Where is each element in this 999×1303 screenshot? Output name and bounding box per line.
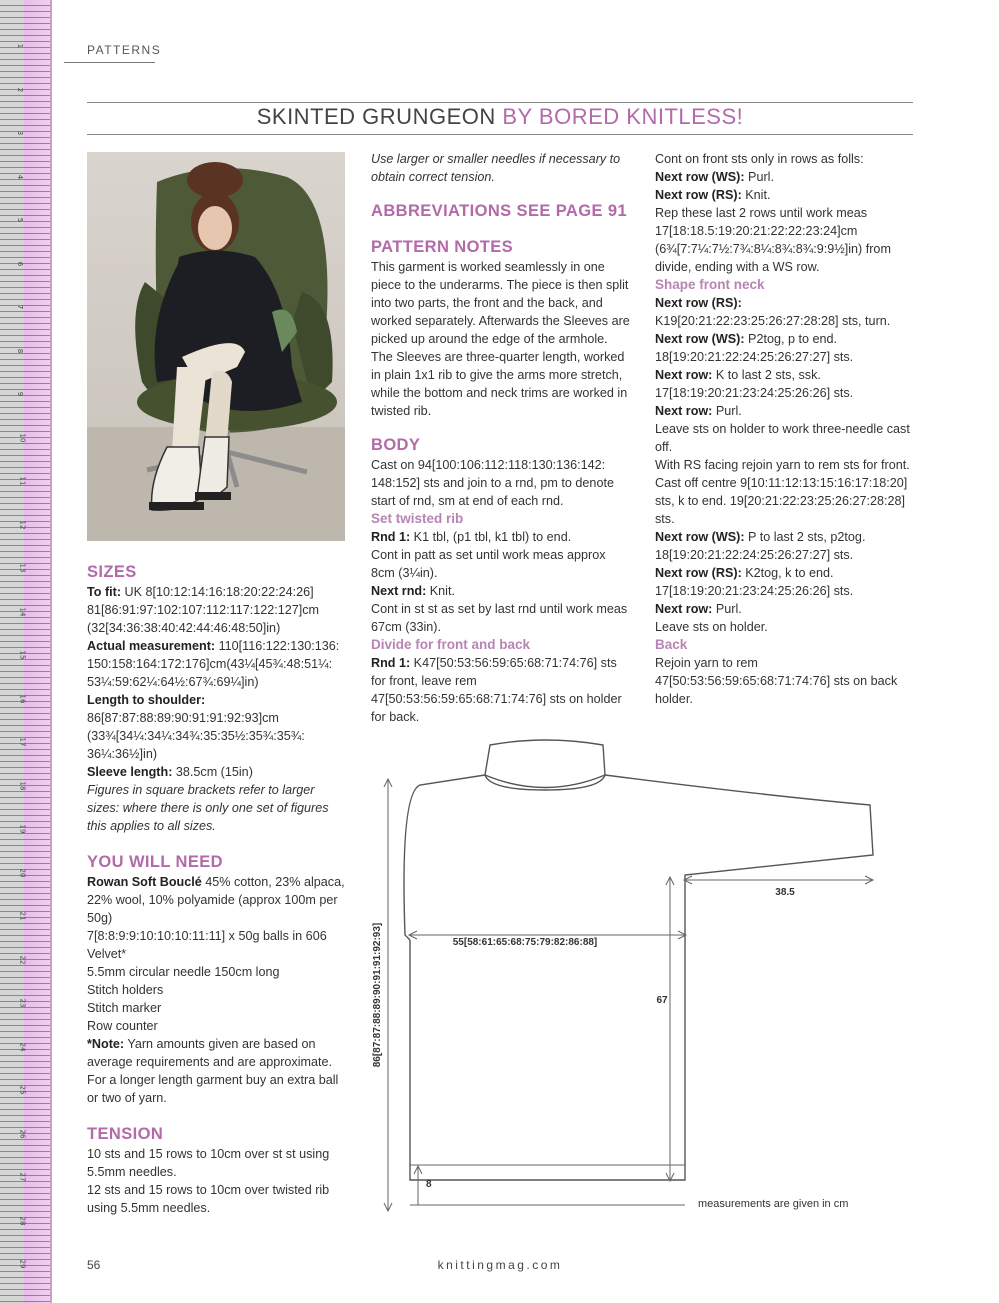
tension-heading: TENSION bbox=[87, 1125, 164, 1143]
back-text: Rejoin yarn to rem 47[50:53:56:59:65:68:71:74:76] sts on back holder. bbox=[655, 656, 898, 706]
to-fit-value: UK 8[10:12:14:16:18:20:22:24:26] 81[86:91:97:102:107:112:117:122:127]cm (32[34:36:38:40:42:44:46:48:50]in) bbox=[87, 585, 320, 635]
ruler-label: 7 bbox=[16, 304, 25, 310]
row-ws-purl bbox=[655, 168, 917, 186]
title-designer: BY BORED KNITLESS! bbox=[502, 104, 744, 129]
rib-rnd1-label: Rnd 1: bbox=[371, 530, 411, 544]
leave-sts-holder: Leave sts on holder. bbox=[655, 620, 768, 634]
cont-patt: Cont in patt as set until work meas approx 8cm (3¼in). bbox=[371, 548, 606, 580]
neck-row7-value: Purl. bbox=[712, 602, 742, 616]
yarn-note bbox=[87, 1035, 347, 1107]
ruler-label: 10 bbox=[18, 433, 27, 442]
next-rnd bbox=[371, 582, 631, 600]
neck-row6-label: Next row (RS): bbox=[655, 566, 742, 580]
tension-rib: 12 sts and 15 rows to 10cm over twisted rib using 5.5mm needles. bbox=[87, 1183, 330, 1215]
ruler-label: 8 bbox=[16, 348, 25, 353]
section-divider bbox=[64, 62, 155, 63]
leave-sts-cast-off: Leave sts on holder to work three-needle cast off. bbox=[655, 422, 910, 454]
yarn-spec bbox=[87, 873, 347, 927]
website-footer: knittingmag.com bbox=[437, 1258, 563, 1272]
title-top-rule bbox=[87, 102, 913, 103]
figures-note bbox=[87, 781, 347, 835]
neck-row5-value: P to last 2 sts, p2tog. 18[19:20:21:22:24:25:26:27:27] sts. bbox=[655, 530, 866, 562]
length-label: Length to shoulder: bbox=[87, 693, 206, 707]
neck-row2-label: Next row (WS): bbox=[655, 332, 745, 346]
neck-row1 bbox=[655, 294, 917, 330]
to-fit bbox=[87, 583, 347, 637]
page-number: 56 bbox=[87, 1258, 101, 1272]
rejoin-front: With RS facing rejoin yarn to rem sts for front. bbox=[655, 458, 910, 472]
row-rs-knit bbox=[655, 186, 917, 204]
neck-row5 bbox=[655, 528, 917, 564]
row-rs-value: Knit. bbox=[741, 188, 771, 202]
ruler-label: 6 bbox=[16, 261, 25, 266]
body-cast-on: Cast on 94[100:106:112:118:130:136:142: 148:152] sts and join to a rnd, pm to denote start of rnd, sm at end of each rnd. bbox=[371, 458, 614, 508]
neck-row4-label: Next row: bbox=[655, 404, 713, 418]
ruler-edge bbox=[50, 0, 52, 1303]
ruler-label: 1 bbox=[16, 43, 25, 49]
neck-row2-value: P2tog, p to end. 18[19:20:21:22:24:25:26:27:27] sts. bbox=[655, 332, 854, 364]
shape-neck-heading: Shape front neck bbox=[655, 277, 765, 292]
ruler-label: 21 bbox=[18, 911, 27, 921]
next-rnd-value: Knit. bbox=[426, 584, 455, 598]
pattern-notes-heading: PATTERN NOTES bbox=[371, 238, 514, 256]
title-main: SKINTED GRUNGEON bbox=[256, 104, 503, 129]
ruler-label: 24 bbox=[18, 1042, 27, 1051]
ruler-label: 18 bbox=[18, 781, 27, 790]
neck-row6-value: K2tog, k to end. 17[18:19:20:21:23:24:25:26:26] sts. bbox=[655, 566, 854, 598]
neck-row3 bbox=[655, 366, 917, 402]
neck-row7 bbox=[655, 600, 917, 618]
stitch-marker: Stitch marker bbox=[87, 1001, 162, 1015]
model-photo bbox=[87, 152, 345, 541]
ruler-label: 19 bbox=[18, 824, 27, 834]
balls-quantity: 7[8:8:9:9:10:10:10:11:11] x 50g balls in 606 Velvet* bbox=[87, 929, 327, 961]
ruler-label: 4 bbox=[16, 174, 25, 179]
yarn-label: Rowan Soft Bouclé bbox=[87, 875, 202, 889]
you-will-need-heading: YOU WILL NEED bbox=[87, 853, 223, 871]
neck-row6 bbox=[655, 564, 917, 600]
ruler-label: 15 bbox=[18, 650, 27, 660]
note-label: *Note: bbox=[87, 1037, 125, 1051]
actual-label: Actual measurement: bbox=[87, 639, 216, 653]
ruler-label: 2 bbox=[16, 87, 25, 92]
tension-stst: 10 sts and 15 rows to 10cm over st st using 5.5mm needles. bbox=[87, 1147, 330, 1179]
sweater-outline bbox=[404, 740, 873, 1180]
divide-rnd1 bbox=[371, 654, 631, 726]
ruler-label: 28 bbox=[18, 1216, 27, 1225]
ruler-label: 5 bbox=[16, 217, 25, 223]
needles-note-text: Use larger or smaller needles if necessary to obtain correct tension. bbox=[371, 152, 621, 184]
back-heading: Back bbox=[655, 637, 688, 652]
divide-rnd1-label: Rnd 1: bbox=[371, 656, 411, 670]
sizes-heading: SIZES bbox=[87, 563, 137, 581]
ruler-label: 13 bbox=[18, 563, 27, 573]
ruler-label: 25 bbox=[18, 1085, 27, 1095]
neck-row4-value: Purl. bbox=[712, 404, 742, 418]
row-ws-label: Next row (WS): bbox=[655, 170, 745, 184]
note-value: Yarn amounts given are based on average requirements and are approximate. For a longer length garment buy an extra ball or two of yarn. bbox=[87, 1037, 339, 1105]
yarn-value: 45% cotton, 23% alpaca, 22% wool, 10% polyamide (approx 100m per 50g) bbox=[87, 875, 345, 925]
ruler-label: 26 bbox=[18, 1129, 27, 1138]
figures-note-text: Figures in square brackets refer to larger sizes: where there is only one set of figures this applies to all sizes. bbox=[87, 783, 329, 833]
row-counter: Row counter bbox=[87, 1019, 158, 1033]
stitch-holders: Stitch holders bbox=[87, 983, 164, 997]
ruler-label: 20 bbox=[18, 868, 27, 877]
ruler-label: 12 bbox=[18, 520, 27, 529]
column-sizes-materials bbox=[87, 561, 347, 1217]
repeat-rows: Rep these last 2 rows until work meas 17[18:18.5:19:20:21:22:22:23:24]cm (6¾[7:7¼:7½:7¾:8¼:8¾:8¾:9:9½]in) from divide, ending with a WS row. bbox=[655, 206, 891, 274]
neck-row7-label: Next row: bbox=[655, 602, 713, 616]
ruler-label: 23 bbox=[18, 998, 27, 1008]
measurement-note: measurements are given in cm bbox=[698, 1198, 849, 1210]
ruler-label: 16 bbox=[18, 694, 27, 703]
cast-off-centre: Cast off centre 9[10:11:12:13:15:16:17:18:20] sts, k to end. 19[20:21:22:23:25:26:27:28:28] sts. bbox=[655, 476, 908, 526]
neck-row1-value: K19[20:21:22:23:25:26:27:28:28] sts, turn. bbox=[655, 314, 891, 328]
row-rs-label: Next row (RS): bbox=[655, 188, 742, 202]
twisted-rib-heading: Set twisted rib bbox=[371, 511, 464, 526]
needles-note bbox=[371, 150, 631, 186]
neck-row4 bbox=[655, 402, 917, 420]
ruler-label: 29 bbox=[18, 1259, 27, 1269]
rib-dimension-label: 8 bbox=[426, 1179, 432, 1190]
ruler-label: 9 bbox=[16, 391, 25, 397]
row-ws-value: Purl. bbox=[744, 170, 774, 184]
needle-spec: 5.5mm circular needle 150cm long bbox=[87, 965, 280, 979]
sleeve-length bbox=[87, 763, 347, 781]
length-to-shoulder bbox=[87, 691, 347, 763]
title-bottom-rule bbox=[87, 134, 913, 135]
section-label: PATTERNS bbox=[87, 43, 162, 57]
body-dimension-label: 67 bbox=[656, 995, 668, 1006]
ruler-label: 14 bbox=[18, 607, 27, 616]
length-value: 86[87:87:88:89:90:91:91:92:93]cm (33¾[34¼:34¼:34¾:35:35½:35¾:35¾: 36¼:36½]in) bbox=[87, 711, 305, 761]
pattern-notes-text: This garment is worked seamlessly in one piece to the underarms. The piece is then split into two parts, the front and the back, and worked separately. Afterwards the Sleeves are picked up around the edge of the armhole. The Sleeves are three-quarter length, worked in plain 1x1 rib to give the arms more stretch, while the bottom and neck trims are worked in twisted rib. bbox=[371, 260, 630, 418]
neck-row1-label: Next row (RS): bbox=[655, 296, 742, 310]
sleeve-label: Sleeve length: bbox=[87, 765, 173, 779]
rib-rnd1 bbox=[371, 528, 631, 546]
cont-front: Cont on front sts only in rows as folls: bbox=[655, 152, 864, 166]
divide-heading: Divide for front and back bbox=[371, 637, 531, 652]
sweater-schematic bbox=[360, 735, 920, 1225]
sleeve-dimension-label: 38.5 bbox=[775, 887, 795, 898]
divide-rnd1-value: K47[50:53:56:59:65:68:71:74:76] sts for front, leave rem 47[50:53:56:59:65:68:71:74:76] sts on holder for back. bbox=[371, 656, 622, 724]
column-notes-body bbox=[371, 150, 631, 726]
next-rnd-label: Next rnd: bbox=[371, 584, 427, 598]
to-fit-label: To fit: bbox=[87, 585, 122, 599]
dimension-lines bbox=[384, 779, 873, 1211]
neck-row5-label: Next row (WS): bbox=[655, 530, 745, 544]
column-front-back bbox=[655, 150, 917, 708]
neck-row3-label: Next row: bbox=[655, 368, 713, 382]
width-dimension-label: 55[58:61:65:68:75:79:82:86:88] bbox=[452, 937, 598, 948]
sleeve-value: 38.5cm (15in) bbox=[172, 765, 253, 779]
neck-row3-value: K to last 2 sts, ssk. 17[18:19:20:21:23:24:25:26:26] sts. bbox=[655, 368, 854, 400]
neck-row2 bbox=[655, 330, 917, 366]
actual-measurement bbox=[87, 637, 347, 691]
rib-rnd1-value: K1 tbl, (p1 tbl, k1 tbl) to end. bbox=[410, 530, 572, 544]
ruler-label: 11 bbox=[18, 476, 27, 486]
cont-stst: Cont in st st as set by last rnd until work meas 67cm (33in). bbox=[371, 602, 628, 634]
pattern-title bbox=[87, 104, 913, 130]
abbreviations-heading: ABBREVIATIONS SEE PAGE 91 bbox=[371, 202, 628, 220]
ruler-label: 17 bbox=[18, 737, 27, 747]
ruler-label: 3 bbox=[16, 130, 25, 136]
body-heading: BODY bbox=[371, 436, 421, 454]
length-dimension-label: 86[87:87:88:89:90:91:91:92:93] bbox=[372, 922, 383, 1068]
ruler-label: 22 bbox=[18, 955, 27, 964]
ruler-label: 27 bbox=[18, 1172, 27, 1182]
actual-value: 110[116:122:130:136: 150:158:164:172:176]cm(43¼[45¾:48:51¼: 53¼:59:62¼:64½:67¾:69¼]in) bbox=[87, 639, 340, 689]
